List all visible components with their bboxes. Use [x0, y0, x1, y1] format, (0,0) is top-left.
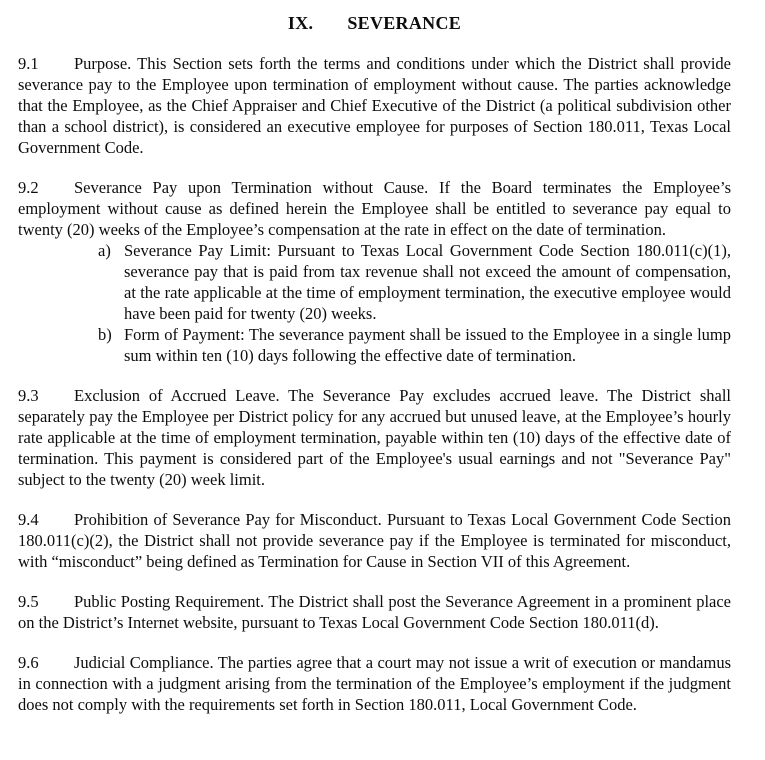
section-9-2	[18, 177, 731, 240]
section-text: Judicial Compliance. The parties agree that a court may not issue a writ of execution or mandamus in connection with a judgment arising from the termination of the Employee’s employment if the judgment does not comply with the requirements set forth in Section 180.011, Local Government Code.	[18, 653, 731, 714]
section-heading	[18, 12, 731, 34]
section-number: 9.6	[18, 653, 39, 672]
section-heading-numeral: IX.	[287, 13, 314, 33]
subitem-text: Form of Payment: The severance payment shall be issued to the Employee in a single lump sum within ten (10) days following the effective date of termination.	[124, 325, 731, 365]
subitem-marker: b)	[98, 325, 112, 344]
section-number: 9.4	[18, 510, 39, 529]
section-9-1	[18, 53, 731, 158]
subitem-b	[98, 324, 731, 366]
section-9-4	[18, 509, 731, 572]
section-text: Purpose. This Section sets forth the terms and conditions under which the District shall provide severance pay to the Employee upon termination of employment without cause. The parties acknowledge that the Employee, as the Chief Appraiser and Chief Executive of the District (a political subdivision other than a school district), is considered an executive employee for purposes of Section 180.011, Texas Local Government Code.	[18, 54, 731, 157]
subitem-marker: a)	[98, 241, 111, 260]
section-text: Severance Pay upon Termination without Cause. If the Board terminates the Employee’s employment without cause as defined herein the Employee shall be entitled to severance pay equal to twenty (20) weeks of the Employee’s compensation at the rate in effect on the date of termination.	[18, 178, 731, 239]
subitem-text: Severance Pay Limit: Pursuant to Texas Local Government Code Section 180.011(c)(1), severance pay that is paid from tax revenue shall not exceed the amount of compensation, at the rate applicable at the time of employment termination, the executive employee would have been paid for twenty (20) weeks.	[124, 241, 731, 323]
section-number: 9.3	[18, 386, 39, 405]
section-number: 9.2	[18, 178, 39, 197]
section-9-6	[18, 652, 731, 715]
section-text: Public Posting Requirement. The District shall post the Severance Agreement in a prominent place on the District’s Internet website, pursuant to Texas Local Government Code Section 180.011(d).	[18, 592, 731, 632]
section-text: Exclusion of Accrued Leave. The Severance Pay excludes accrued leave. The District shall separately pay the Employee per District policy for any accrued but unused leave, at the Employee’s hourly rate applicable at the time of employment termination, payable within ten (10) days of the effective date of termination. This payment is considered part of the Employee's usual earnings and not "Severance Pay" subject to the twenty (20) week limit.	[18, 386, 731, 489]
section-text: Prohibition of Severance Pay for Misconduct. Pursuant to Texas Local Government Code Section 180.011(c)(2), the District shall not provide severance pay if the Employee is terminated for misconduct, with “misconduct” being defined as Termination for Cause in Section VII of this Agreement.	[18, 510, 731, 571]
section-number: 9.5	[18, 592, 39, 611]
section-9-5	[18, 591, 731, 633]
subitem-a	[98, 240, 731, 324]
section-heading-title: SEVERANCE	[347, 13, 462, 33]
section-number: 9.1	[18, 54, 39, 73]
section-9-3	[18, 385, 731, 490]
